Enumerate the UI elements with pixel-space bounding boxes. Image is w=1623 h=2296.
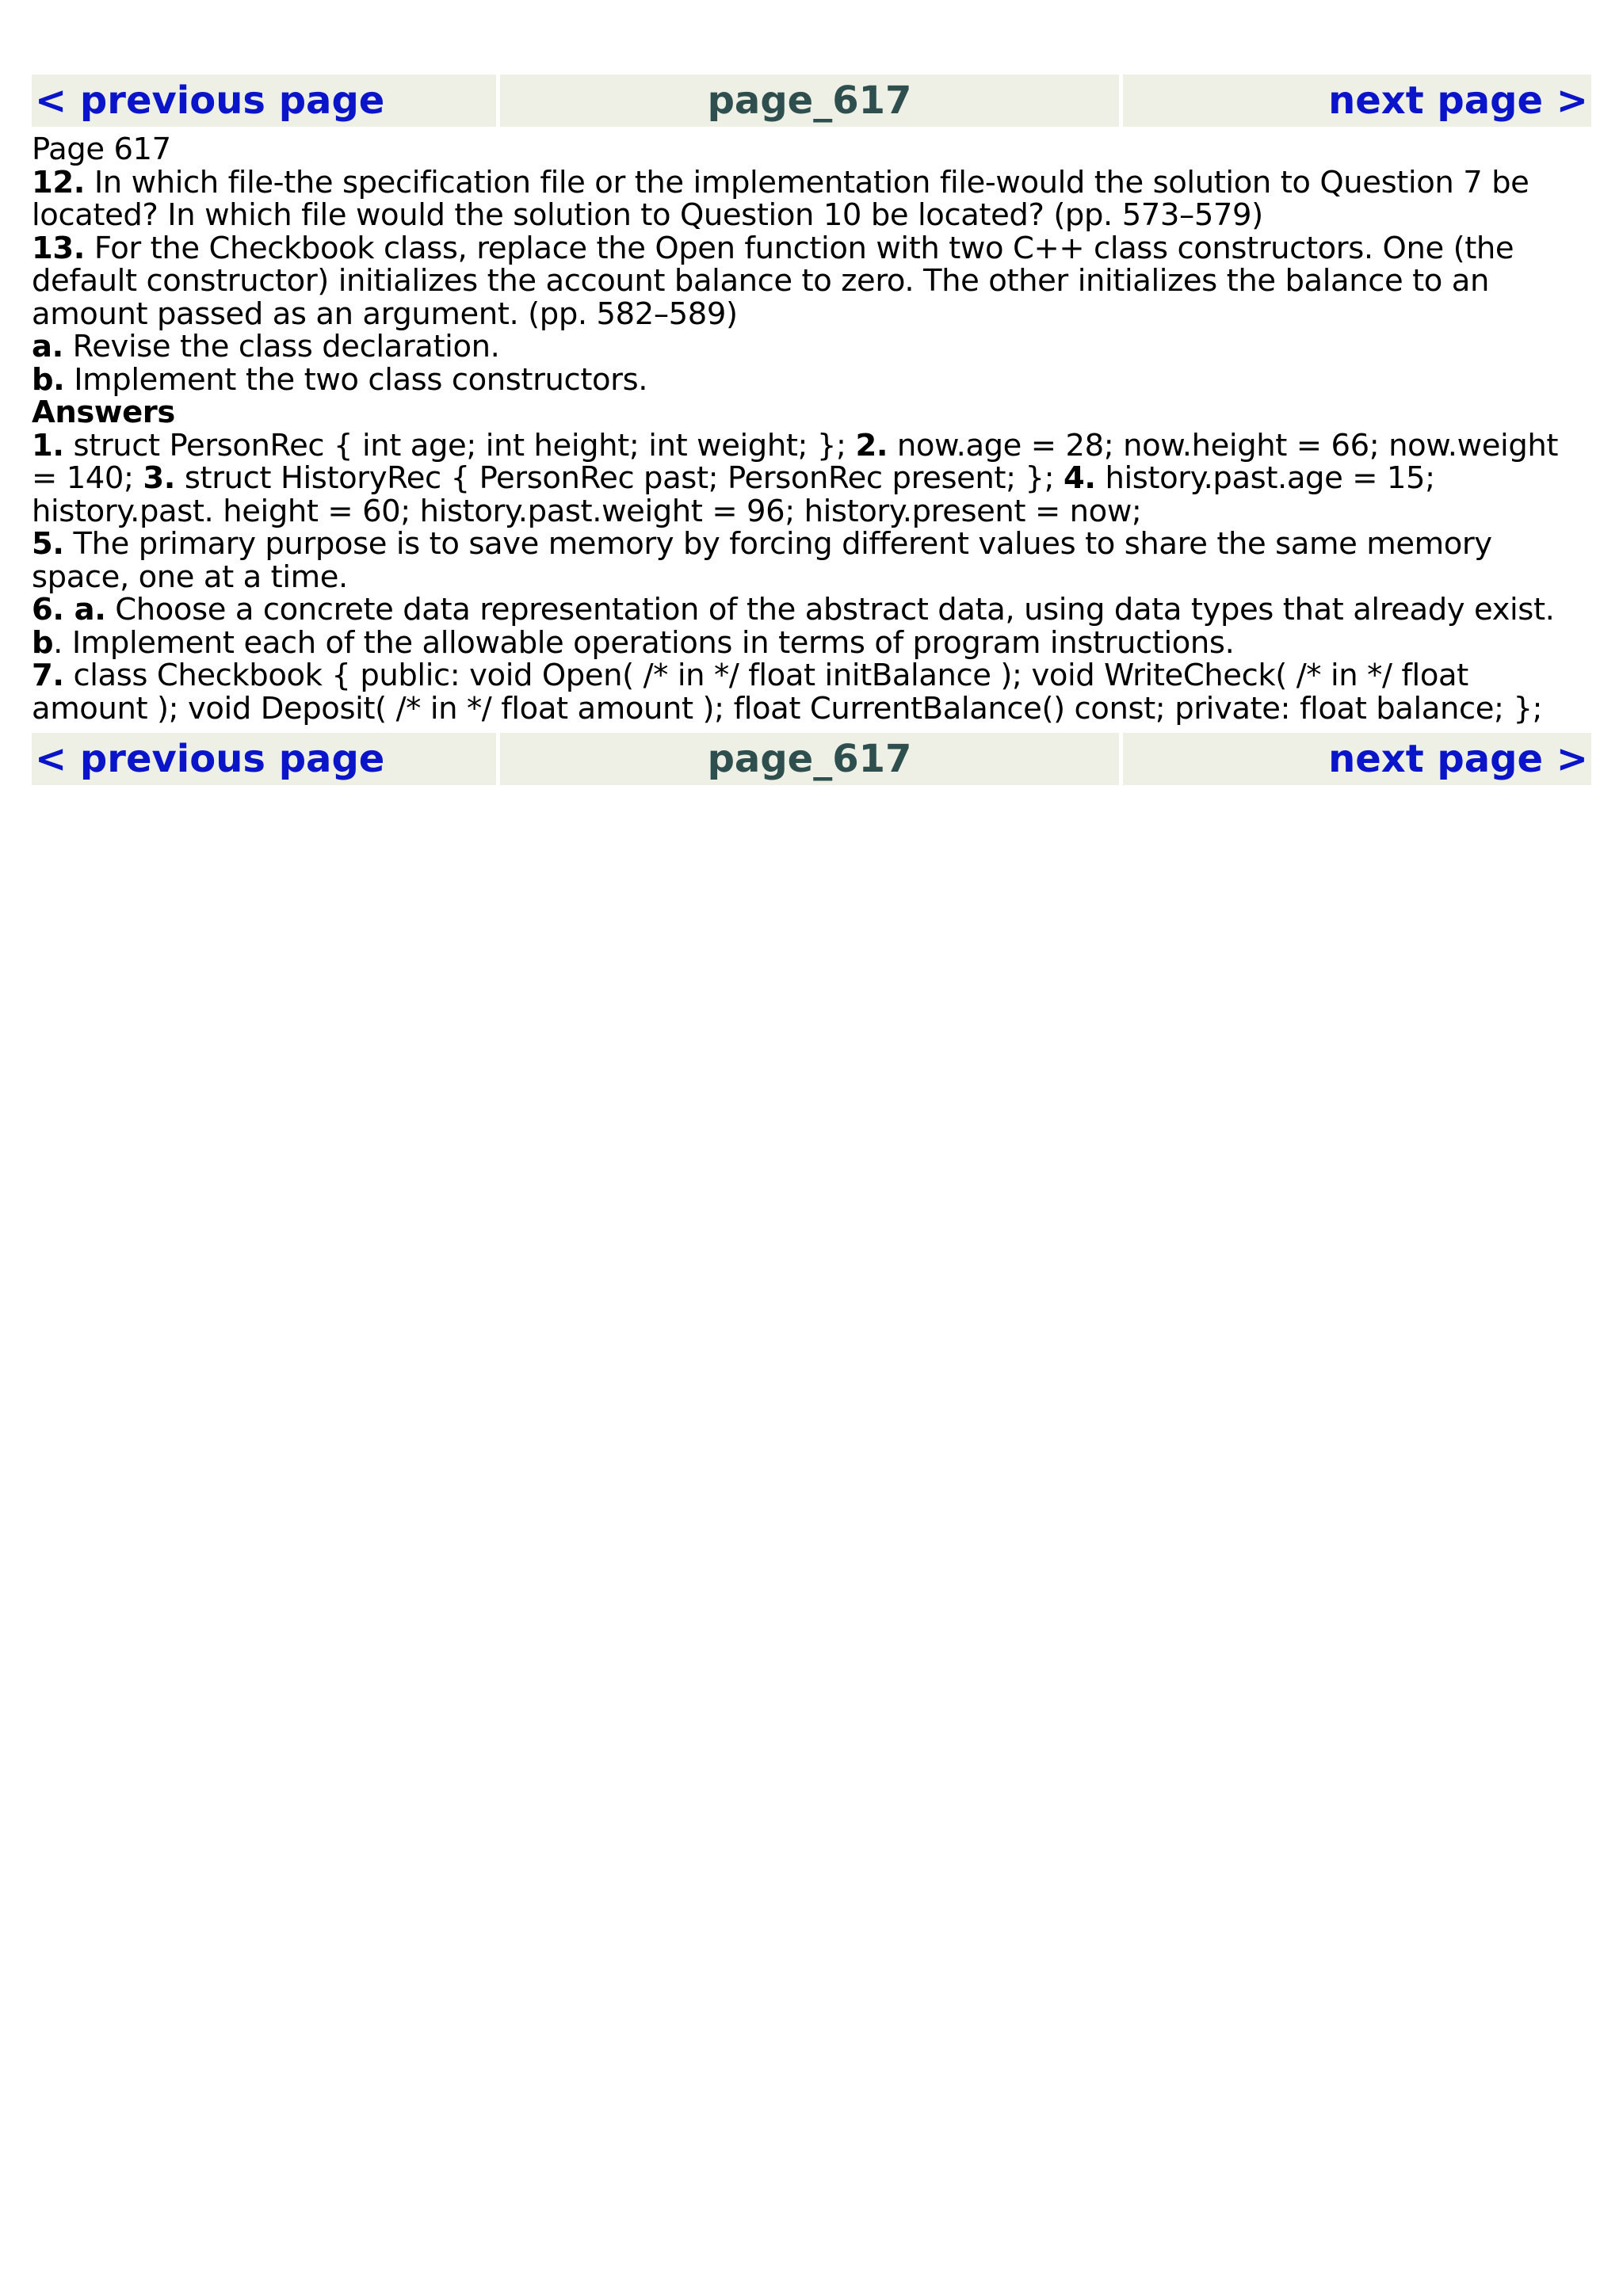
answers-1-to-4	[32, 429, 1591, 528]
previous-page-link[interactable]: < previous page	[32, 74, 496, 127]
question-number: 13.	[32, 230, 86, 266]
previous-page-link[interactable]: < previous page	[32, 733, 496, 785]
answer-number: 2.	[855, 427, 888, 463]
page	[32, 74, 1591, 785]
subpart-a	[32, 330, 1591, 364]
answer-text: . Implement each of the allowable operations in terms of program instructions.	[53, 624, 1235, 661]
question-12	[32, 166, 1591, 232]
page-indicator: page_617	[500, 74, 1119, 127]
next-page-link[interactable]: next page >	[1123, 733, 1591, 785]
answer-text: The primary purpose is to save memory by forcing different values to share the same memory space, one at a time.	[32, 526, 1492, 595]
question-text: In which file-the specification file or the implementation file-would the solution to Question 7 be located? In which file would the solution to Question 10 be located? (pp. 573–579)	[32, 164, 1529, 233]
answer-sublabel: b	[32, 624, 54, 661]
answer-number: 6. a.	[32, 592, 106, 627]
answer-number: 1.	[32, 427, 64, 463]
subpart-text: Implement the two class constructors.	[64, 361, 648, 398]
answer-number: 3.	[143, 460, 176, 496]
answer-text: struct PersonRec { int age; int height; int weight; };	[63, 427, 856, 463]
bottom-navigation-bar	[32, 733, 1591, 785]
subpart-text: Revise the class declaration.	[63, 329, 500, 364]
answer-5	[32, 528, 1591, 593]
answer-number: 7.	[32, 658, 64, 693]
answer-text: Choose a concrete data representation of the abstract data, using data types that already exist.	[105, 592, 1555, 627]
answer-6	[32, 593, 1591, 659]
answer-text: class Checkbook { public: void Open( /* in */ float initBalance ); void WriteCheck( /* in */ float amount ); void Deposit( /* in */ float amount ); float CurrentBalance() const; private: float balance; };	[32, 658, 1543, 727]
answer-text: now.age = 28; now.height = 66; now.weight = 140;	[32, 427, 1559, 496]
page-header: Page 617	[32, 132, 171, 167]
question-13	[32, 232, 1591, 331]
answers-heading: Answers	[32, 395, 175, 430]
answer-text: history.past.age = 15; history.past. height = 60; history.past.weight = 96; history.present = now;	[32, 460, 1435, 529]
subpart-label: b.	[32, 361, 65, 398]
page-content	[32, 133, 1591, 725]
subpart-label: a.	[32, 329, 63, 364]
subpart-b	[32, 361, 1591, 398]
answer-7	[32, 659, 1591, 725]
answer-text: struct HistoryRec { PersonRec past; PersonRec present; };	[175, 460, 1064, 496]
question-number: 12.	[32, 164, 86, 200]
answer-number: 4.	[1064, 460, 1096, 496]
next-page-link[interactable]: next page >	[1123, 74, 1591, 127]
answer-number: 5.	[32, 526, 64, 562]
question-text: For the Checkbook class, replace the Open function with two C++ class constructors. One (the default constructor) initializes the account balance to zero. The other initializes the balance to an amount passed as an argument. (pp. 582–589)	[32, 230, 1514, 332]
top-navigation-bar	[32, 74, 1591, 127]
page-indicator: page_617	[500, 733, 1119, 785]
